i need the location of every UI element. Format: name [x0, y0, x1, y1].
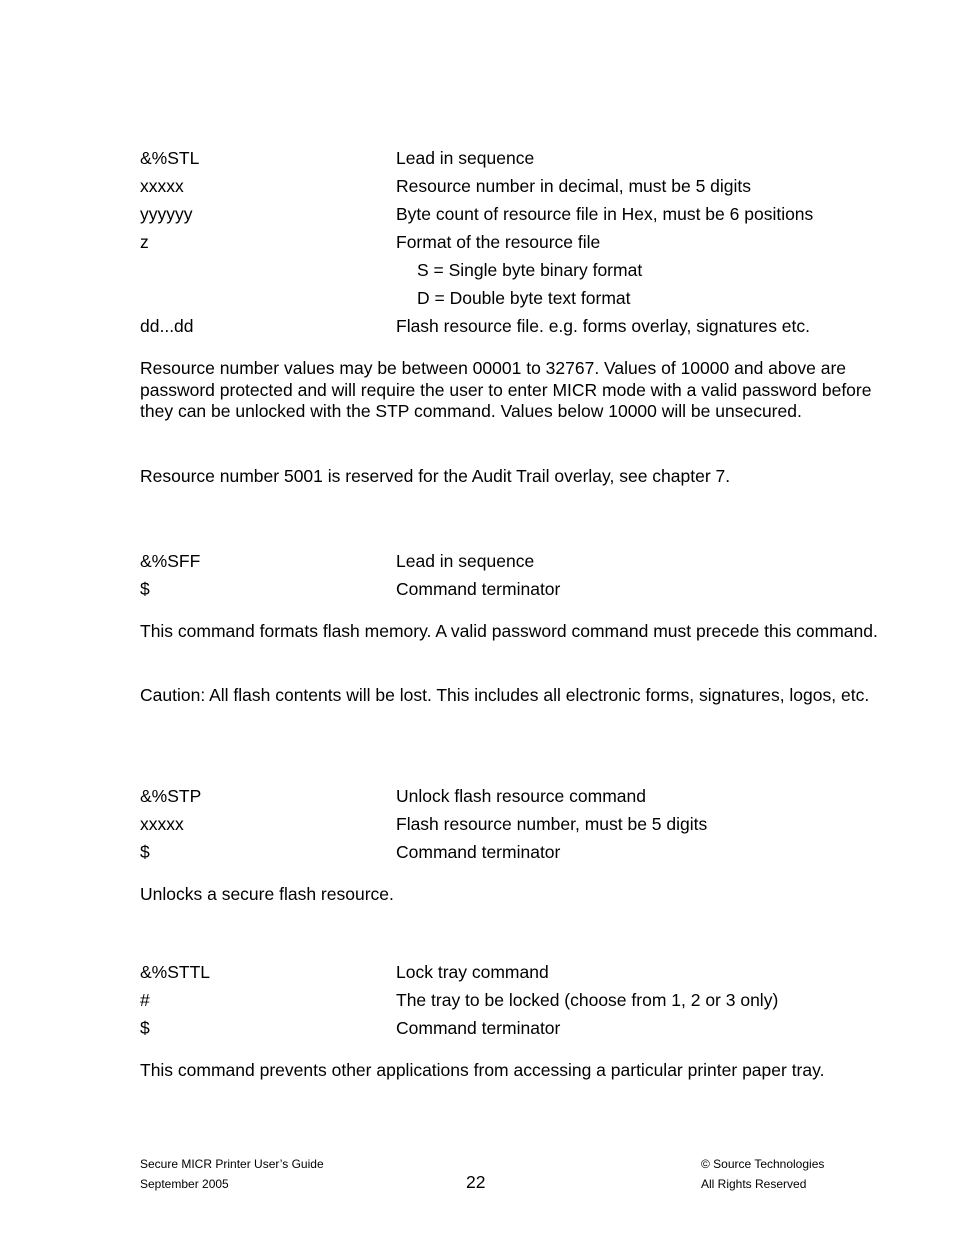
- param-name: $: [140, 1018, 150, 1038]
- table-row: [140, 575, 900, 603]
- sttl-command-table: [140, 958, 900, 1042]
- param-description: The tray to be locked (choose from 1, 2 or 3 only): [396, 990, 779, 1010]
- param-name: $: [140, 579, 150, 599]
- param-name: #: [140, 990, 150, 1010]
- table-row: [140, 228, 900, 256]
- table-row: [140, 200, 900, 228]
- param-description: Lead in sequence: [396, 551, 535, 571]
- param-description: Byte count of resource file in Hex, must be 6 positions: [396, 204, 814, 224]
- footer-left: [140, 1154, 324, 1194]
- format-option: D = Double byte text format: [417, 288, 631, 308]
- table-row: [140, 284, 900, 312]
- param-description: Command terminator: [396, 1018, 561, 1038]
- lock-tray-paragraph: This command prevents other applications from accessing a particular printer paper tray.: [140, 1060, 825, 1080]
- stl-command-table: [140, 144, 900, 340]
- caution-paragraph: Caution: All flash contents will be lost. This includes all electronic forms, signatures, logos, etc.: [140, 685, 870, 705]
- param-description: Command terminator: [396, 842, 561, 862]
- table-row: [140, 312, 900, 340]
- page-number: 22: [466, 1172, 486, 1192]
- param-description: Lock tray command: [396, 962, 549, 982]
- table-row: [140, 144, 900, 172]
- param-name: dd...dd: [140, 316, 194, 336]
- table-row: [140, 172, 900, 200]
- format-option: S = Single byte binary format: [417, 260, 643, 280]
- format-flash-paragraph: This command formats flash memory. A valid password command must precede this command.: [140, 621, 878, 641]
- rights-reserved: All Rights Reserved: [701, 1177, 807, 1191]
- param-description: Unlock flash resource command: [396, 786, 646, 806]
- param-name: &%STP: [140, 786, 202, 806]
- param-description: Format of the resource file: [396, 232, 601, 252]
- stp-command-table: [140, 782, 900, 866]
- param-name: &%STL: [140, 148, 200, 168]
- param-description: Flash resource number, must be 5 digits: [396, 814, 708, 834]
- param-name: $: [140, 842, 150, 862]
- sff-command-table: [140, 547, 900, 603]
- param-name: &%SFF: [140, 551, 201, 571]
- param-name: xxxxx: [140, 176, 184, 196]
- table-row: [140, 838, 900, 866]
- table-row: [140, 1014, 900, 1042]
- document-date: September 2005: [140, 1177, 229, 1191]
- audit-trail-paragraph: Resource number 5001 is reserved for the Audit Trail overlay, see chapter 7.: [140, 466, 731, 486]
- param-name: yyyyyy: [140, 204, 193, 224]
- param-description: Resource number in decimal, must be 5 digits: [396, 176, 752, 196]
- table-row: [140, 256, 900, 284]
- table-row: [140, 986, 900, 1014]
- param-description: Lead in sequence: [396, 148, 535, 168]
- param-name: xxxxx: [140, 814, 184, 834]
- table-row: [140, 810, 900, 838]
- param-description: Flash resource file. e.g. forms overlay, signatures etc.: [396, 316, 811, 336]
- resource-number-paragraph: Resource number values may be between 00001 to 32767. Values of 10000 and above are password protected and will require the user to enter MICR mode with a valid password before they can be unlocked with the STP command. Values below 10000 will be unsecured.: [140, 358, 872, 421]
- table-row: [140, 547, 900, 575]
- table-row: [140, 782, 900, 810]
- unlock-paragraph: Unlocks a secure flash resource.: [140, 884, 394, 904]
- param-name: &%STTL: [140, 962, 211, 982]
- copyright: © Source Technologies: [701, 1157, 825, 1171]
- param-description: Command terminator: [396, 579, 561, 599]
- footer-right: [701, 1154, 824, 1194]
- table-row: [140, 958, 900, 986]
- document-title: Secure MICR Printer User’s Guide: [140, 1157, 324, 1171]
- param-name: z: [140, 232, 149, 252]
